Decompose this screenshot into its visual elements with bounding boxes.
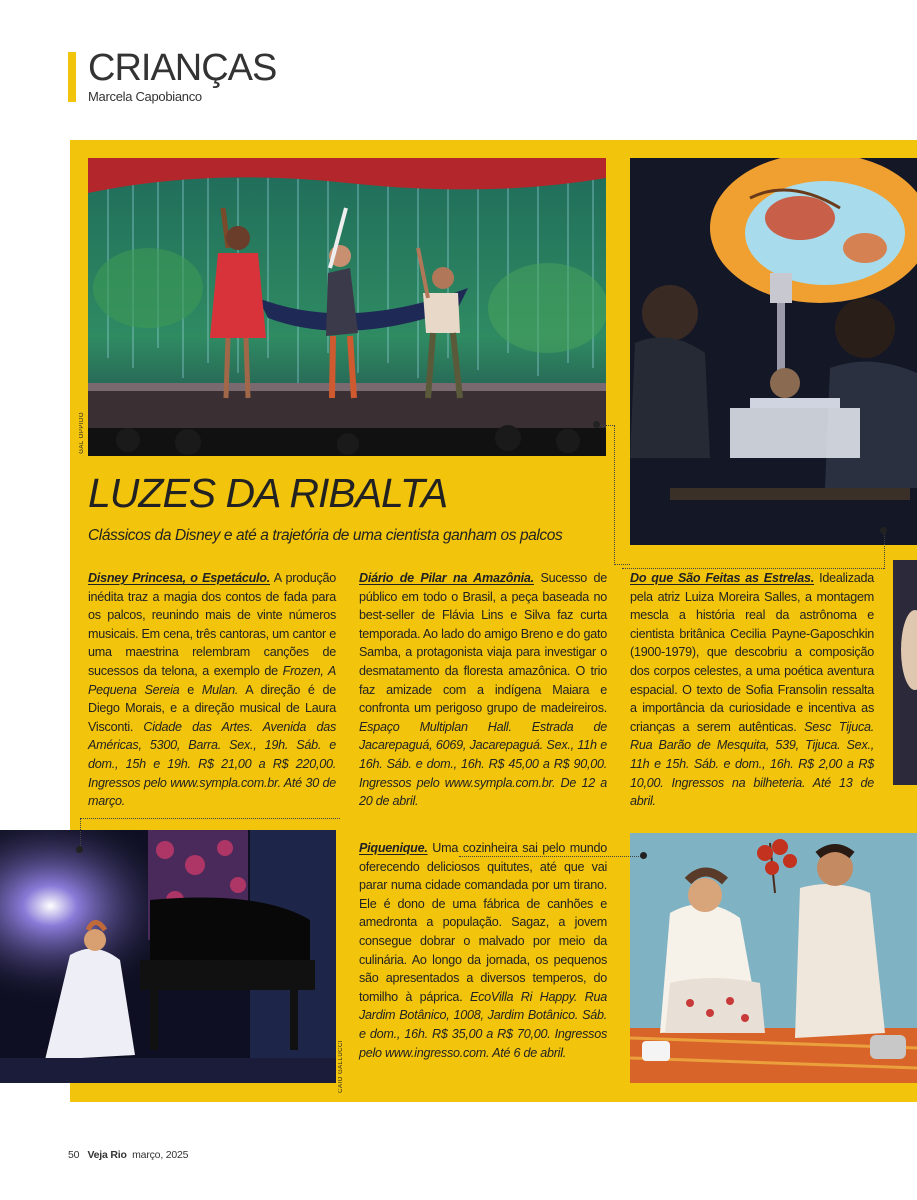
section-accent-bar bbox=[68, 52, 76, 102]
review-estrelas bbox=[630, 569, 874, 811]
photo-princess-piano bbox=[0, 830, 336, 1083]
leader-dot bbox=[880, 527, 887, 534]
photo-estrelas bbox=[630, 158, 917, 545]
leader-dot bbox=[593, 421, 600, 428]
review-title: Do que São Feitas as Estrelas. bbox=[630, 571, 815, 585]
leader-line-2 bbox=[884, 531, 885, 569]
review-body: Sucesso de público em todo o Brasil, a peça baseada no best-seller de Flávia Lins e Silva faz curta temporada. Ao lado do amigo Breno e do gato Samba, a protagonista viaja para investigar o desmatamento da floresta amazônica. O trio faz amizade com a indígena Maiara e confronta um perigoso grupo de madeireiros. bbox=[359, 571, 608, 716]
review-conj: e bbox=[187, 682, 194, 697]
review-work2: Mulan. bbox=[201, 682, 239, 697]
leader-dot bbox=[640, 852, 647, 859]
leader-line-2b bbox=[622, 568, 884, 569]
photo-partial-right bbox=[893, 560, 917, 785]
photo-credit-bottom: CAIO GALLUCCI bbox=[338, 1040, 344, 1093]
leader-line-3b bbox=[80, 818, 340, 819]
review-title: Piquenique. bbox=[359, 841, 428, 855]
author-byline: Marcela Capobianco bbox=[88, 89, 202, 104]
section-title: CRIANÇAS bbox=[88, 47, 277, 89]
review-body: Uma cozinheira sai pelo mundo oferecendo deliciosos quitutes, até que vai parar numa cidade comandada por um tirano. Ele é dono de uma fábrica de canhões e amedronta a população. Sagaz, a jovem consegue dobrar o malvado por meio da culinária. Ao longo da jornada, os pequenos são apresentados a diversos temperos, do tomilho à páprica. bbox=[359, 841, 608, 1004]
review-info: Sesc Tijuca. Rua Barão de Mesquita, 539, Tijuca. Sex., 11h e 15h. Sáb. e dom., 16h. R$ 2,00 a R$ 10,00. Ingressos na bilheteria. Até 13 de abril. bbox=[630, 719, 875, 809]
article-headline: LUZES DA RIBALTA bbox=[88, 470, 448, 516]
page-number: 50 bbox=[68, 1149, 80, 1161]
page-footer bbox=[68, 1149, 188, 1161]
photo-credit-top: GAL OPPIDO bbox=[79, 412, 85, 454]
leader-line-1c bbox=[614, 564, 630, 565]
review-body: A produção inédita traz a magia dos contos de fada para os palcos, reunindo mais de vinte números musicais. Em cena, três cantoras, um cantor e uma maestrina relembram canções de sucessos da telona, a exemplo de bbox=[88, 571, 337, 678]
review-works: Frozen, A Pequena Sereia bbox=[88, 663, 336, 697]
review-title: Disney Princesa, o Espetáculo. bbox=[88, 571, 271, 585]
leader-dot bbox=[76, 846, 83, 853]
review-info: Cidade das Artes. Avenida das Américas, 5300, Barra. Sex., 19h. Sáb. e dom., 15h e 19h. R$ 21,00 a R$ 220,00. Ingressos pelo www.sympla.com.br. Até 30 de março. bbox=[88, 719, 336, 809]
review-diario-de-pilar bbox=[359, 569, 607, 811]
review-info: EcoVilla Ri Happy. Rua Jardim Botânico, 1008, Jardim Botânico. Sáb. e dom., 16h. R$ 35,00 a R$ 70,00. Ingressos pelo www.ingresso.com. Até 6 de abril. bbox=[359, 989, 608, 1060]
magazine-brand: Veja Rio bbox=[87, 1149, 127, 1161]
review-info: Espaço Multiplan Hall. Estrada de Jacarepaguá, 6069, Jacarepaguá. Sex., 11h e 16h. Sáb. e dom., 16h. R$ 45,00 a R$ 90,00. Ingressos pelo www.sympla.com.br. De 12 a 20 de abril. bbox=[359, 719, 607, 809]
photo-piquenique bbox=[630, 833, 917, 1083]
review-body: Idealizada pela atriz Luiza Moreira Salles, a montagem mescla a história real da astrônoma e cientista britânica Cecilia Payne-Gaposchkin (1900-1979), que descobriu a composição dos corpos celestes, a uma poética aventura espacial. O texto de Sofia Fransolin ressalta a importância da curiosidade e incentiva as crianças a serem autênticas. bbox=[630, 571, 875, 734]
issue-date: março, 2025 bbox=[132, 1149, 189, 1161]
review-piquenique bbox=[359, 839, 607, 1062]
review-disney-princesa bbox=[88, 569, 336, 811]
review-title: Diário de Pilar na Amazônia. bbox=[359, 571, 534, 585]
article-deck: Clássicos da Disney e até a trajetória de uma cientista ganham os palcos bbox=[88, 527, 563, 544]
leader-line-4 bbox=[459, 856, 641, 857]
review-body-2: A direção é de Diego Morais, e a direção musical de Laura Visconti. bbox=[88, 682, 337, 734]
leader-line-1b bbox=[614, 425, 615, 565]
leader-line-3 bbox=[80, 818, 81, 848]
photo-disney-stage bbox=[88, 158, 606, 456]
